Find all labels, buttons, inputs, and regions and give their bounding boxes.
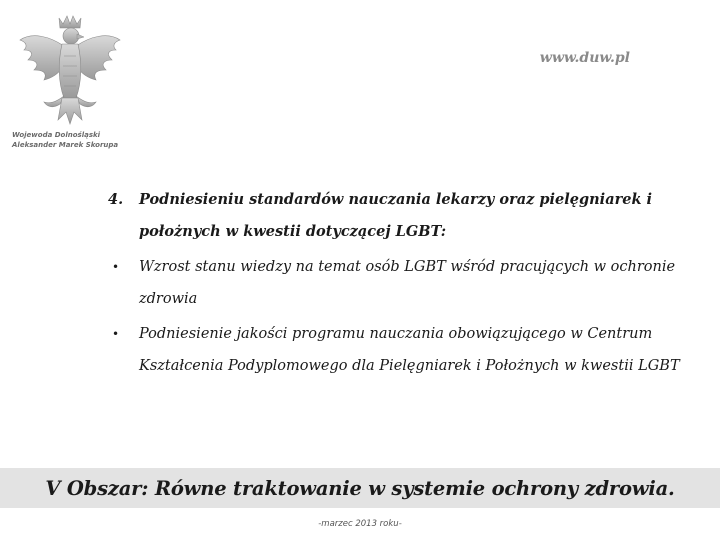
bullet-text: Wzrost stanu wiedzy na temat osób LGBT wśród pracujących w ochronie zdrowia	[139, 259, 676, 307]
heading-text: Podniesieniu standardów nauczania lekarzy oraz pielęgniarek i położnych w kwestii dotyczącej LGBT:	[139, 191, 653, 240]
banner-title: V Obszar: Równe traktowanie w systemie ochrony zdrowia.	[45, 476, 675, 500]
section-heading	[108, 184, 698, 248]
emblem-caption	[12, 130, 132, 150]
list-item	[108, 251, 698, 315]
bullet-marker: •	[112, 327, 120, 341]
bullet-text: Podniesienie jakości programu nauczania obowiązującego w Centrum Kształcenia Podyplomowego dla Pielęgniarek i Położnych w kwestii LGBT	[139, 326, 680, 374]
bullet-marker: •	[112, 260, 120, 274]
slide-content	[108, 184, 698, 382]
heading-number: 4.	[108, 191, 124, 208]
caption-name: Aleksander Marek Skorupa	[12, 141, 119, 149]
emblem	[14, 12, 126, 127]
footer-date: -marzec 2013 roku-	[318, 519, 402, 529]
caption-office: Wojewoda Dolnośląski	[12, 131, 101, 139]
list-item	[108, 318, 698, 382]
area-banner	[0, 468, 720, 508]
site-url[interactable]: www.duw.pl	[539, 50, 630, 66]
eagle-emblem-icon	[14, 12, 126, 127]
